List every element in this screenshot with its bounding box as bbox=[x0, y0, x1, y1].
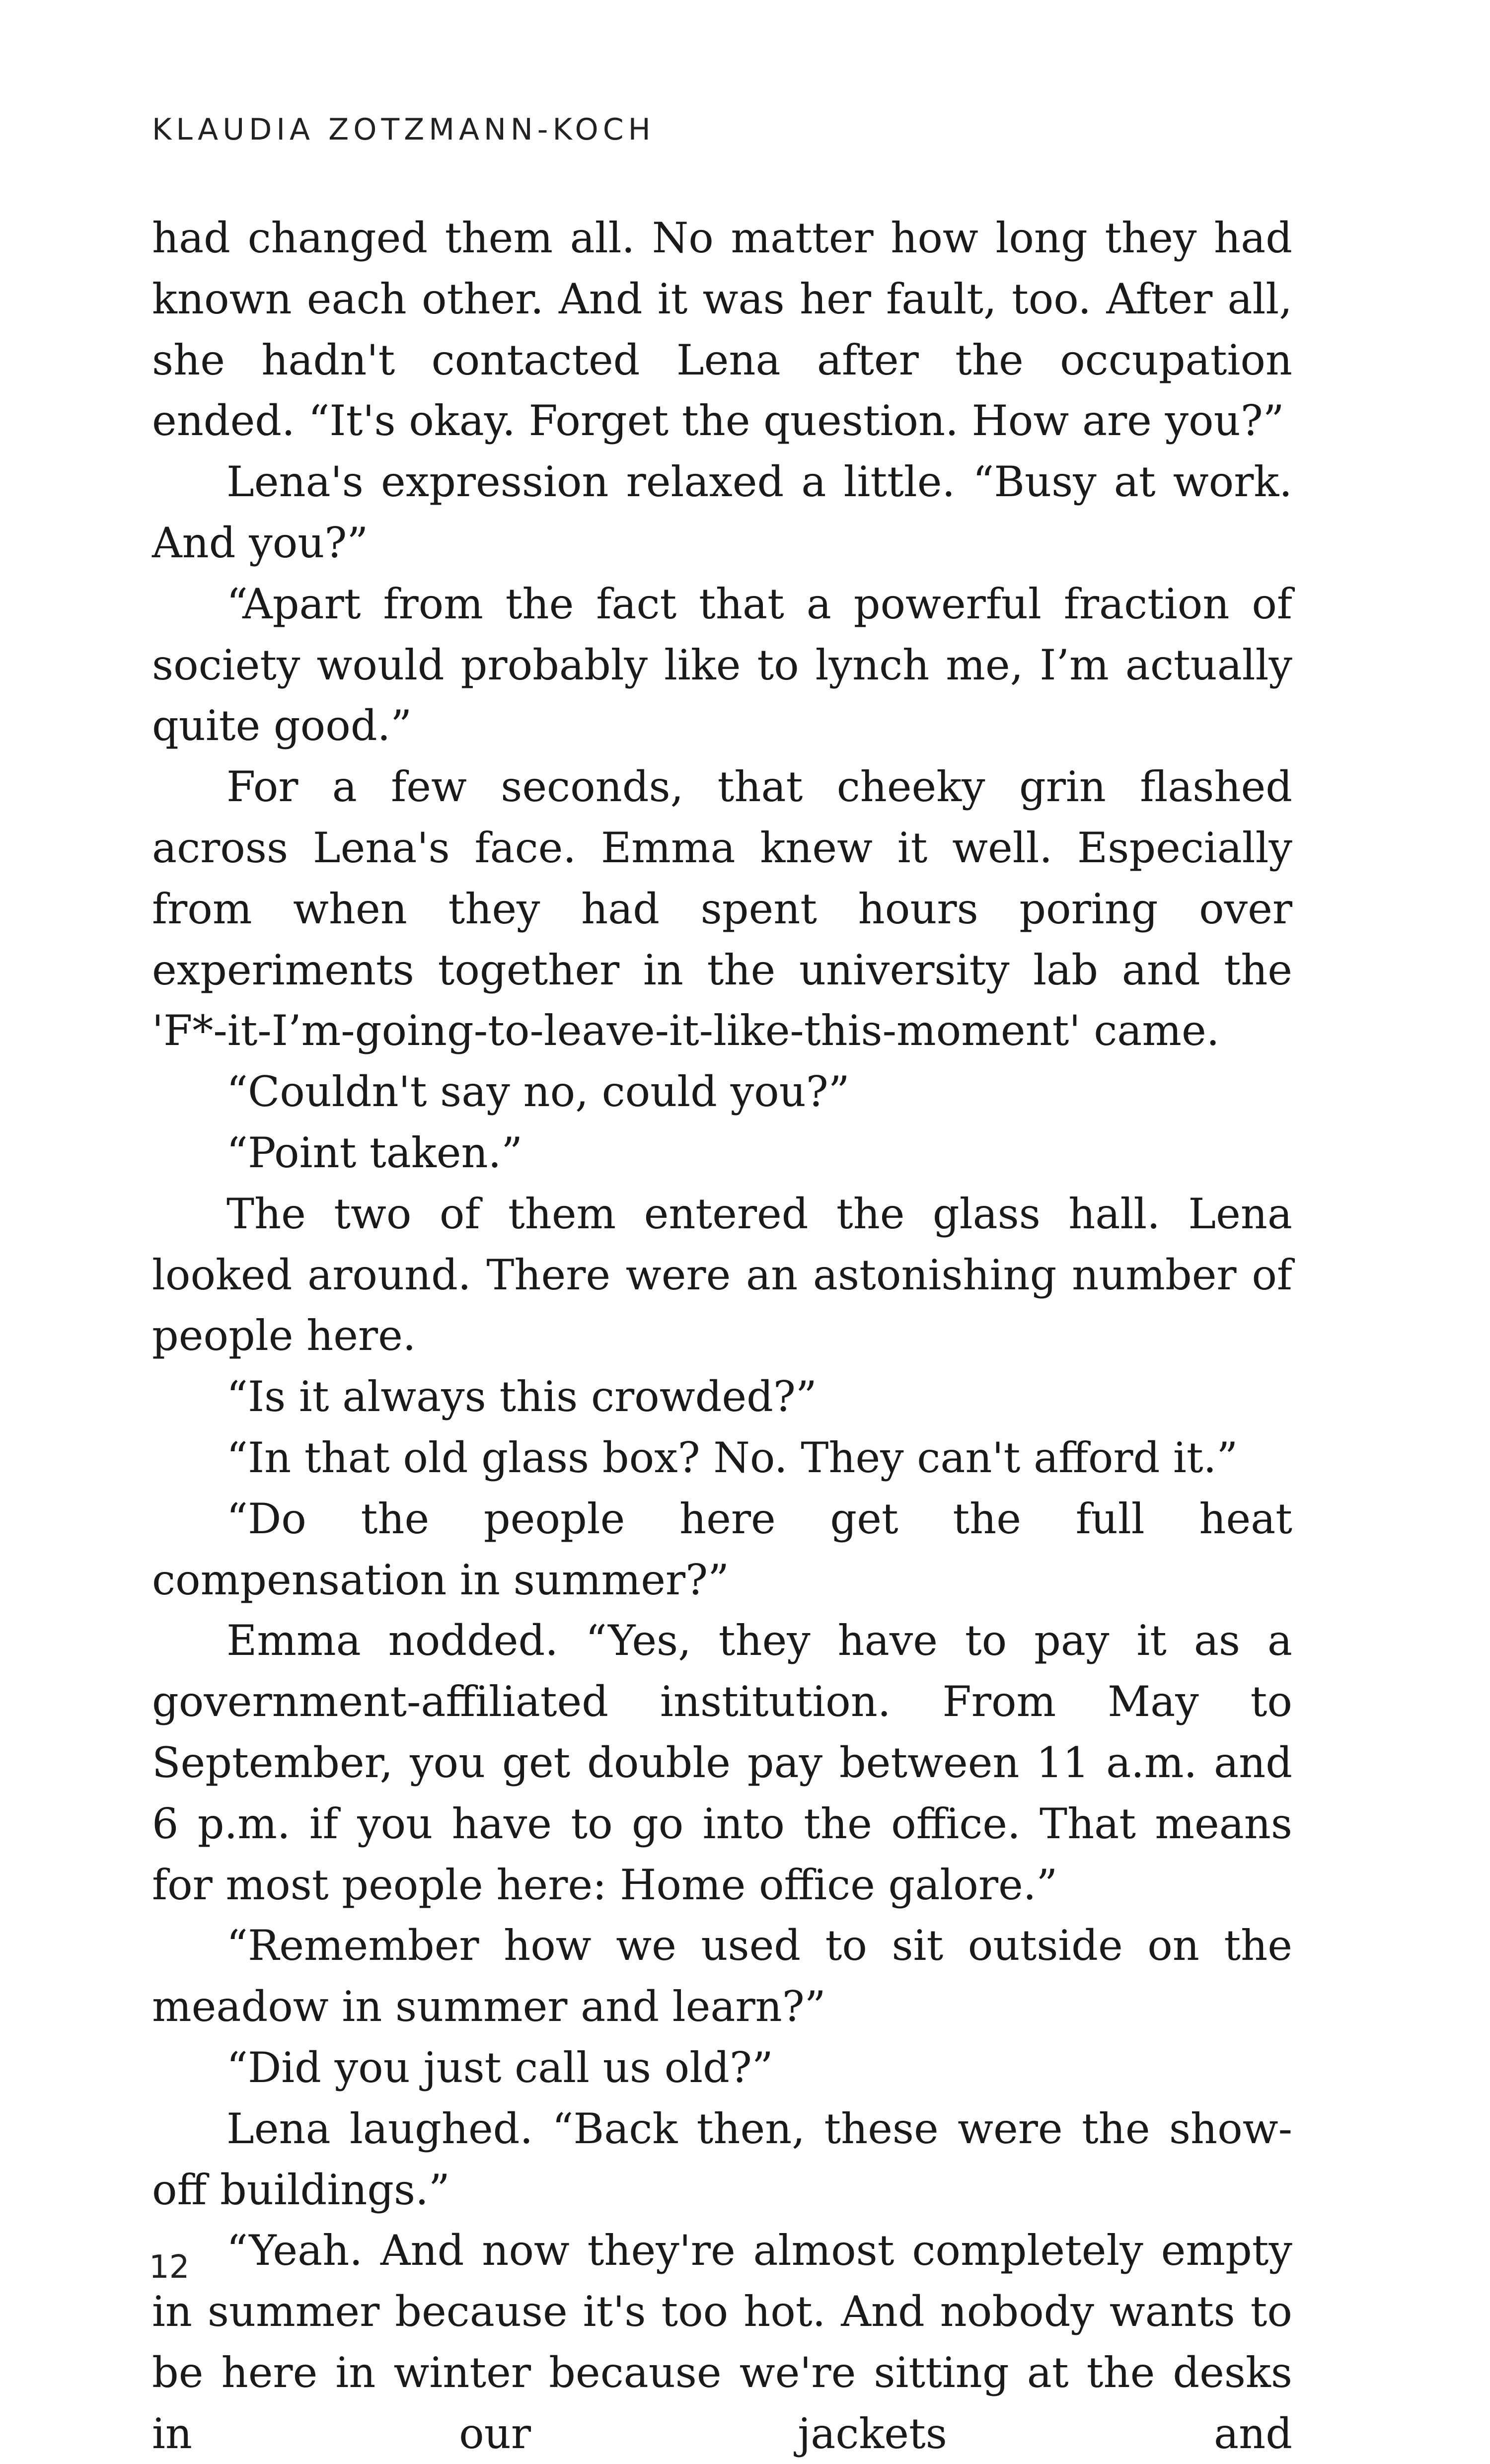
paragraph: “Apart from the fact that a powerful fraction of society would probably like to lynch me, I’m actually quite good.” bbox=[152, 579, 1292, 750]
paragraph: Lena's expression relaxed a little. “Busy at work. And you?” bbox=[152, 457, 1292, 567]
paragraph: Lena laughed. “Back then, these were the show-off buildings.” bbox=[152, 2104, 1292, 2214]
paragraph: “Do the people here get the full heat compensation in summer?” bbox=[152, 1494, 1292, 1604]
paragraph: “Remember how we used to sit outside on the meadow in summer and learn?” bbox=[152, 1921, 1292, 2031]
paragraph: For a few seconds, that cheeky grin flashed across Lena's face. Emma knew it well. Especially from when they had spent hours poring over experiments together in the university lab and the 'F*-it-I’m-going-to-leave-it-like-this-moment' came. bbox=[152, 762, 1292, 1055]
running-header-author: KLAUDIA ZOTZMANN-KOCH bbox=[152, 112, 655, 147]
page-number: 12 bbox=[149, 2249, 190, 2286]
body-text bbox=[152, 208, 1292, 2464]
paragraph: Emma nodded. “Yes, they have to pay it as a government-affiliated institution. From May to September, you get double pay between 11 a.m. and 6 p.m. if you have to go into the office. That means for most people here: Home office galore.” bbox=[152, 1616, 1292, 1909]
paragraph: “Is it always this crowded?” bbox=[226, 1372, 817, 1421]
paragraph: The two of them entered the glass hall. Lena looked around. There were an astonishing number of people here. bbox=[152, 1189, 1292, 1360]
paragraph: “Yeah. And now they're almost completely empty in summer because it's too hot. And nobody wants to be here in winter because we're sitting at the desks in our jackets and bbox=[152, 2226, 1292, 2458]
paragraph: “Point taken.” bbox=[226, 1128, 523, 1177]
paragraph: “Couldn't say no, could you?” bbox=[226, 1067, 850, 1117]
paragraph: “Did you just call us old?” bbox=[226, 2043, 773, 2092]
paragraph: had changed them all. No matter how long they had known each other. And it was her fault, too. After all, she hadn't contacted Lena after the occupation ended. “It's okay. Forget the question. How are you?” bbox=[152, 214, 1292, 446]
paragraph: “In that old glass box? No. They can't afford it.” bbox=[226, 1433, 1238, 1482]
